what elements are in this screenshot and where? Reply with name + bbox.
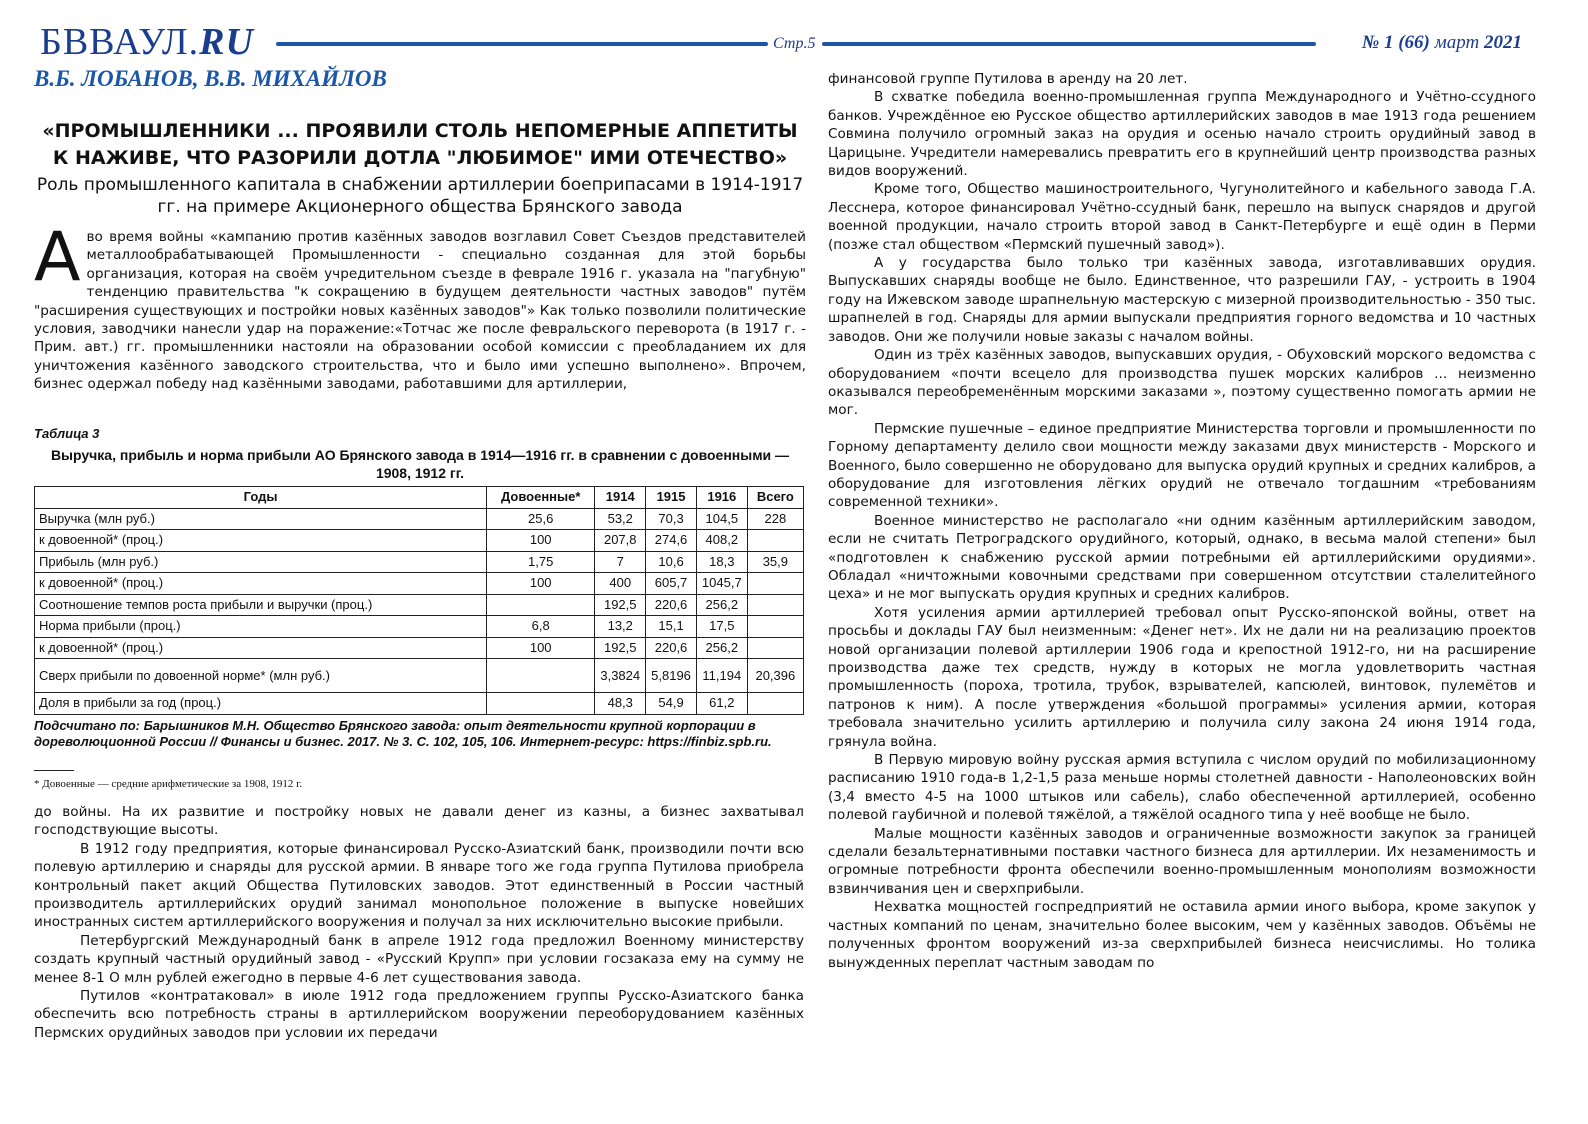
- drop-cap: А: [34, 218, 81, 297]
- site-logo: [40, 22, 254, 62]
- table-cell: [487, 693, 595, 715]
- table-cell: Прибыль (млн руб.): [35, 551, 487, 573]
- article-authors: В.Б. ЛОБАНОВ, В.В. МИХАЙЛОВ: [34, 66, 387, 91]
- table-cell: 192,5: [595, 637, 646, 659]
- table-cell: 70,3: [646, 508, 697, 530]
- table-cell: к довоенной* (проц.): [35, 573, 487, 595]
- paragraph: В схватке победила военно-промышленная группа Международного и Учётно-ссудного банков. Учреждённое ею Русское общество артиллерийских заводов в мае 1913 года решением Совмина получило огромный заказ на орудия и осенью начало строить орудийный завод в Царицыне. Учредители намеревались превратить его в крупнейший центр производства разных видов вооружений.: [828, 89, 1536, 180]
- table-cell: 207,8: [595, 530, 646, 552]
- header-rule-left: [276, 42, 768, 46]
- table-cell: [487, 594, 595, 616]
- table-row: [35, 594, 804, 616]
- logo-suffix: RU: [199, 21, 254, 63]
- issue-year: 2021: [1484, 32, 1522, 53]
- left-column-bottom: [34, 803, 804, 1042]
- table-cell: 20,396: [747, 659, 803, 693]
- paragraph: до войны. На их развитие и постройку новых не давали денег из казны, а бизнес захватывал господствующие высоты.: [34, 804, 804, 839]
- table-cell: 100: [487, 637, 595, 659]
- table-cell: 25,6: [487, 508, 595, 530]
- table-cell: [747, 693, 803, 715]
- table-cell: [747, 530, 803, 552]
- table-cell: [747, 573, 803, 595]
- right-column: [828, 70, 1536, 972]
- table-title: Выручка, прибыль и норма прибыли АО Брянского завода в 1914—1916 гг. в сравнении с довоенными — 1908, 1912 гг.: [50, 447, 790, 481]
- paragraph: Военное министерство не располагало «ни одним казённым артиллерийским заводом, если не считать Петроградского орудийного, который, однако, в весьма малой степени» был «подготовлен к снабжению русской армии потребными ей артиллерийскими орудиями». Обладал «ничтожными ковочными средствами при совершенном отсутствии сталелитейного цеха» и не мог выпускать орудия крупных и средних калибров.: [828, 512, 1536, 603]
- paragraph: В 1912 году предприятия, которые финансировал Русско-Азиатский банк, производили почти всю полевую артиллерию и снаряды для русской армии. В январе того же года группа Путилова приобрела контрольный пакет акций Общества Путиловских заводов. Этот единственный в России частный производитель артиллерийских орудий занимал монопольное положение в выпуске новейших иностранных систем артиллерийского вооружения и получал за них исключительно высокие прибыли.: [34, 840, 804, 931]
- table-cell: 256,2: [696, 594, 747, 616]
- paragraph: Пермские пушечные – единое предприятие Министерства торговли и промышленности по Горному департаменту делило свои мощности между заказами двух министерств - Морского и Военного, было совершенно не оборудовано для выпуска орудий крупных и средних калибров, а оборудование для изготовления лёгких орудий не отвечало тогдашним «требованиям современной техники».: [828, 420, 1536, 511]
- table-cell: 11,194: [696, 659, 747, 693]
- table-cell: [747, 637, 803, 659]
- table-cell: 48,3: [595, 693, 646, 715]
- paragraph: В Первую мировую войну русская армия вступила с числом орудий по мобилизационному расписанию 1910 года-в 1,2-1,5 раза меньше нормы столетней давности - Наполеоновских войн (3,4 вместо 4-5 на 1000 штыков или сабель), слабо обеспеченной артиллерией, особенно полевой гаубичной и полевой тяжёлой, а тяжёлой осадного типа у неё вообще не было.: [828, 752, 1536, 824]
- table-cell: 13,2: [595, 616, 646, 638]
- table-cell: 104,5: [696, 508, 747, 530]
- table-source: Подсчитано по: Барышников М.Н. Общество Брянского завода: опыт деятельности крупной корпорации в дореволюционной России // Финансы и бизнес. 2017. № 3. С. 102, 105, 106. Интернет-ресурс: https://finbiz.spb.ru.: [34, 718, 772, 749]
- paragraph: Один из трёх казённых заводов, выпускавших орудия, - Обуховский морского ведомства с оборудованием «почти всецело для производства пушек морских калибров ... неизменно оказывался переобременённым морскими заказами », поэтому существенно помогать армии не мог.: [828, 347, 1536, 419]
- table-header: Всего: [747, 487, 803, 509]
- table-cell: 220,6: [646, 637, 697, 659]
- table-cell: 100: [487, 530, 595, 552]
- table-cell: [747, 616, 803, 638]
- table-cell: 1045,7: [696, 573, 747, 595]
- footnote-divider: [34, 770, 74, 771]
- table-cell: Сверх прибыли по довоенной норме* (млн руб.): [35, 659, 487, 693]
- table-cell: 408,2: [696, 530, 747, 552]
- article-subtitle: Роль промышленного капитала в снабжении артиллерии боеприпасами в 1914-1917 гг. на примере Акционерного общества Брянского завода: [36, 175, 804, 217]
- issue-info: [1362, 32, 1522, 54]
- table-cell: 61,2: [696, 693, 747, 715]
- table-cell: 3,3824: [595, 659, 646, 693]
- paragraph: Путилов «контратаковал» в июле 1912 года предложением группы Русско-Азиатского банка обеспечить всю потребность страны в артиллерийском вооружении переоборудованием казённых Пермских орудийных заводов при условии их передачи: [34, 988, 804, 1041]
- issue-month: март: [1434, 32, 1480, 53]
- table-cell: [487, 659, 595, 693]
- paragraph: Нехватка мощностей госпредприятий не оставила армии иного выбора, кроме закупок у частных компаний по ценам, значительно более высоким, чем у казённых заводов. Объёмы не полученных фронтом вооружений из-за сверхприбылей бизнеса неисчислимы. Но толика вынужденных переплат частным заводам по: [828, 899, 1536, 971]
- table-row: [35, 659, 804, 693]
- table-cell: к довоенной* (проц.): [35, 637, 487, 659]
- paragraph: А у государства было только три казённых завода, изготавливавших орудия. Выпускавших снаряды вообще не было. Единственное, что разрешили ГАУ, - устроить в 1904 году на Ижевском заводе шрапнельную мастерскую с мизерной производительностью - 350 тыс. шрапнелей в год. Снаряды для армии выпускали предприятия горного ведомства и 10 частных заводов. Они же получили новые заказы с началом войны.: [828, 255, 1536, 345]
- table-cell: 256,2: [696, 637, 747, 659]
- table-cell: 17,5: [696, 616, 747, 638]
- table-cell: 53,2: [595, 508, 646, 530]
- table-cell: 228: [747, 508, 803, 530]
- paragraph: Хотя усиления армии артиллерией требовал опыт Русско-японской войны, ответ на просьбы и доклады ГАУ был неизменным: «Денег нет». Их не дали ни на реализацию проектов новой организации полевой артиллерии 1906 года и крепостной 1912-го, ни на расширение производства даже тех средств, нужду в которых не могла удовлетворить частная промышленность (пороха, тротила, трубок, взрывателей, капсюлей, винтовок, пулемётов и патронов к ним). А после утверждения «большой программы» усиления армии, которая требовала значительно усилить артиллерию и получила силу закона 24 июня 1914 года, грянула война.: [828, 604, 1536, 750]
- table-cell: 6,8: [487, 616, 595, 638]
- table-header: 1916: [696, 487, 747, 509]
- header-rule-right: [822, 42, 1316, 46]
- paragraph: Петербургский Международный банк в апреле 1912 года предложил Военному министерству создать крупный частный орудийный завод - «Русский Крупп» при условии госзаказа ему на сумму не менее 8-1 О млн рублей ежегодно в первые 4-6 лет существования завода.: [34, 932, 804, 986]
- table-cell: 400: [595, 573, 646, 595]
- table-cell: 5,8196: [646, 659, 697, 693]
- table-row: [35, 637, 804, 659]
- table-row: [35, 551, 804, 573]
- table-cell: Доля в прибыли за год (проц.): [35, 693, 487, 715]
- page-number: Стр.5: [773, 35, 816, 52]
- table-cell: Выручка (млн руб.): [35, 508, 487, 530]
- paragraph: Малые мощности казённых заводов и ограниченные возможности закупок за границей сделали безальтернативными поставки частного бизнеса для артиллерии. Их незаменимость и огромные потребности фронта обеспечили военно-промышленным монополиям возможности взвинчивания цен и сверхприбыли.: [828, 825, 1536, 897]
- intro-text: во время войны «кампанию против казённых заводов возглавил Совет Съездов представителей металлообрабатывающей Промышленности - специально созданная для этой борьбы организация, которая на своём учредительном съезде в феврале 1916 г. указала на "пагубную" тенденцию правительства "к сокращению в будущем деятельности частных заводов" путём "расширения существующих и постройки новых казённых заводов"» Как только позволили политические условия, заводчики нанесли удар на поражение:«Тотчас же после февральского переворота (в 1917 г. - Прим. авт.) гг. промышленники настояли на образовании особой комиссии с преобладанием их для уничтожения казённого заводского строительства, что и было ими успешно выполнено». Впрочем, бизнес одержал победу над казёнными заводами, работавшими для артиллерии,: [34, 229, 806, 393]
- table-label: Таблица 3: [34, 426, 100, 441]
- table-row: [35, 616, 804, 638]
- table-cell: Норма прибыли (проц.): [35, 616, 487, 638]
- table-cell: 18,3: [696, 551, 747, 573]
- table-header: Годы: [35, 487, 487, 509]
- table-cell: 35,9: [747, 551, 803, 573]
- article-title: «ПРОМЫШЛЕННИКИ ... ПРОЯВИЛИ СТОЛЬ НЕПОМЕРНЫЕ АППЕТИТЫ К НАЖИВЕ, ЧТО РАЗОРИЛИ ДОТЛА "ЛЮБИМОЕ" ИМИ ОТЕЧЕСТВО»: [42, 120, 798, 169]
- paragraph: Кроме того, Общество машиностроительного, Чугунолитейного и кабельного завода Г.А. Лесснера, которое финансировал Учётно-ссудный банк, перешло на выпуск снарядов и другой военной продукции, начало строить второй завод в Санкт-Петербурге и ещё один в Перми (позже стал обществом «Пермский пушечный завод»).: [828, 181, 1536, 253]
- paragraph: финансовой группе Путилова в аренду на 20 лет.: [828, 71, 1188, 87]
- table-cell: 274,6: [646, 530, 697, 552]
- table-cell: 54,9: [646, 693, 697, 715]
- table-header-row: [35, 487, 804, 509]
- table-cell: 192,5: [595, 594, 646, 616]
- table-cell: 100: [487, 573, 595, 595]
- table-cell: 10,6: [646, 551, 697, 573]
- table-header: Довоенные*: [487, 487, 595, 509]
- table-row: [35, 530, 804, 552]
- table-row: [35, 693, 804, 715]
- table-cell: 605,7: [646, 573, 697, 595]
- table-header: 1915: [646, 487, 697, 509]
- table-footnote: * Довоенные — средние арифметические за 1908, 1912 г.: [34, 778, 303, 790]
- table-cell: 7: [595, 551, 646, 573]
- intro-paragraph: [34, 218, 806, 394]
- table-cell: 1,75: [487, 551, 595, 573]
- table-header: 1914: [595, 487, 646, 509]
- issue-number: № 1 (66): [1361, 32, 1430, 53]
- left-column-top: [34, 218, 806, 394]
- table-cell: [747, 594, 803, 616]
- table-row: [35, 508, 804, 530]
- table-row: [35, 573, 804, 595]
- table-cell: к довоенной* (проц.): [35, 530, 487, 552]
- revenue-table: [34, 486, 804, 715]
- table-cell: 220,6: [646, 594, 697, 616]
- table-cell: Соотношение темпов роста прибыли и выручки (проц.): [35, 594, 487, 616]
- table-cell: 15,1: [646, 616, 697, 638]
- logo-main: БВВАУЛ.: [40, 21, 200, 63]
